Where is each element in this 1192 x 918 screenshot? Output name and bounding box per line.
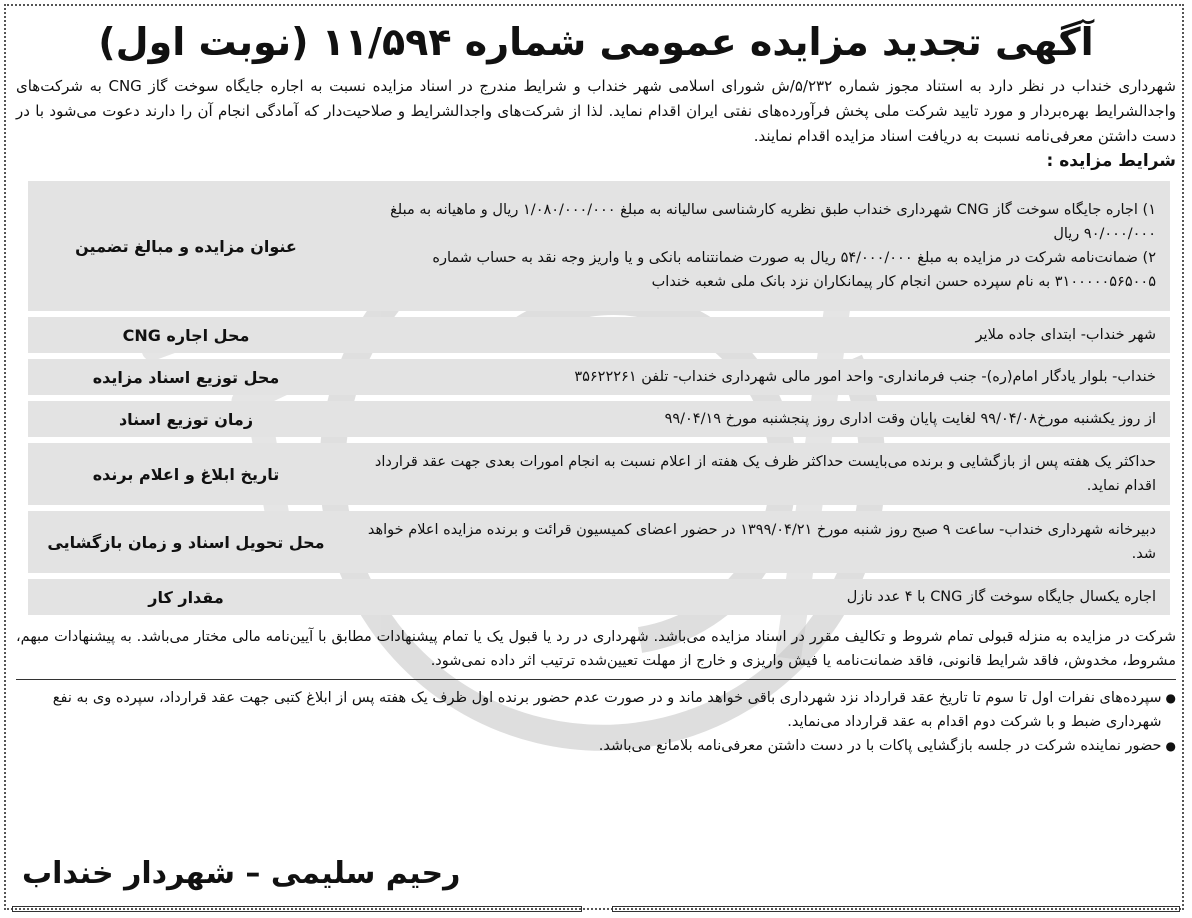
table-row	[22, 317, 1170, 353]
row-label: مقدار کار	[22, 579, 344, 615]
row-label: محل اجاره CNG	[22, 317, 344, 353]
conditions-table	[22, 175, 1170, 621]
row-value: حداکثر یک هفته پس از بازگشایی و برنده می‌بایست حداکثر ظرف یک هفته از اعلام نسبت به انجام امورات بعدی جهت عقد قرارداد اقدام نماید.	[344, 443, 1170, 505]
bullet-text: حضور نماینده شرکت در جلسه بازگشایی پاکات با در دست داشتن معرفی‌نامه بلامانع می‌باشد.	[598, 738, 1162, 754]
divider	[16, 679, 1176, 680]
table-row	[22, 511, 1170, 573]
table-row	[22, 359, 1170, 395]
row-value	[344, 181, 1170, 311]
closing-paragraph: شرکت در مزایده به منزله قبولی تمام شروط و تکالیف مقرر در اسناد مزایده می‌باشد. شهرداری در رد یا قبول یک یا تمام پیشنهادات مطابق با آیین‌نامه مالی مختار می‌باشد. به پیشنهادات مبهم، مشروط، مخدوش، فاقد شرایط قانونی، فاقد ضمانت‌نامه یا فیش واریزی و خارج از مهلت تعیین‌شده ترتیب اثر داده نمی‌شود.	[16, 629, 1176, 669]
bottom-rule	[12, 906, 1180, 912]
bullet-item	[16, 734, 1176, 758]
row-label: زمان توزیع اسناد	[22, 401, 344, 437]
row-label: تاریخ ابلاغ و اعلام برنده	[22, 443, 344, 505]
table-row	[22, 181, 1170, 311]
row-label: محل تحویل اسناد و زمان بازگشایی	[22, 511, 344, 573]
conditions-heading: شرایط مزایده :	[1046, 151, 1176, 171]
row-label: عنوان مزایده و مبالغ تضمین	[22, 181, 344, 311]
value-line: ۲) ضمانت‌نامه شرکت در مزایده به مبلغ ۵۴/۰۰۰/۰۰۰ ریال به صورت ضمانتنامه بانکی و یا واریز وجه نقد به حساب شماره ۳۱۰۰۰۰۰۵۶۵۰۰۵ به نام سپرده حسن انجام کار پیمانکاران نزد بانک ملی شعبه خنداب	[432, 250, 1156, 290]
table-row	[22, 443, 1170, 505]
row-value: شهر خنداب- ابتدای جاده ملایر	[344, 317, 1170, 353]
row-label: محل توزیع اسناد مزایده	[22, 359, 344, 395]
page-title: آگهی تجدید مزایده عمومی شماره ۱۱/۵۹۴ (نوبت اول)	[98, 20, 1094, 64]
table-row	[22, 579, 1170, 615]
row-value: اجاره یکسال جایگاه سوخت گاز CNG با ۴ عدد نازل	[344, 579, 1170, 615]
bullet-icon: ●	[1165, 691, 1176, 705]
row-value: خنداب- بلوار یادگار امام(ره)- جنب فرمانداری- واحد امور مالی شهرداری خنداب- تلفن ۳۵۶۲۲۲۶۱	[344, 359, 1170, 395]
bullet-text: سپرده‌های نفرات اول تا سوم تا تاریخ عقد قرارداد نزد شهرداری باقی خواهد ماند و در صورت عدم حضور برنده اول ظرف یک هفته پس از ابلاغ کتبی جهت عقد قرارداد، سپرده وی به نفع شهرداری ضبط و با شرکت دوم اقدام به عقد قرارداد می‌نماید.	[52, 690, 1162, 730]
intro-paragraph: شهرداری خنداب در نظر دارد به استناد مجوز شماره ۵/۲۳۲/ش شورای اسلامی شهر خنداب و شرایط مندرج در اسناد مزایده نسبت به اجاره جایگاه سوخت گاز CNG به شرکت‌های واجدالشرایط بهره‌بردار و مورد تایید شرکت ملی پخش فرآورده‌های نفتی ایران اقدام نماید. لذا از شرکت‌های واجدالشرایط و صلاحیت‌دار که آمادگی انجام آن را دارند دعوت می‌شود با در دست داشتن معرفی‌نامه نسبت به دریافت اسناد مزایده اقدام نمایند.	[16, 77, 1176, 145]
row-value: دبیرخانه شهرداری خنداب- ساعت ۹ صبح روز شنبه مورخ ۱۳۹۹/۰۴/۲۱ در حضور اعضای کمیسیون قرائت و برنده مزایده اعلام خواهد شد.	[344, 511, 1170, 573]
signature: رحیم سلیمی – شهردار خنداب	[22, 856, 461, 891]
bullet-item	[16, 686, 1176, 734]
bullet-icon: ●	[1165, 739, 1176, 753]
value-line: ۱) اجاره جایگاه سوخت گاز CNG شهرداری خنداب طبق نظریه کارشناسی سالیانه به مبلغ ۱/۰۸۰/۰۰۰/۰۰۰ ریال و ماهیانه به مبلغ ۹۰/۰۰۰/۰۰۰ ریال	[390, 202, 1156, 242]
announcement	[12, 10, 1180, 758]
row-value: از روز یکشنبه مورخ۹۹/۰۴/۰۸ لغایت پایان وقت اداری روز پنجشنبه مورخ ۹۹/۰۴/۱۹	[344, 401, 1170, 437]
table-row	[22, 401, 1170, 437]
